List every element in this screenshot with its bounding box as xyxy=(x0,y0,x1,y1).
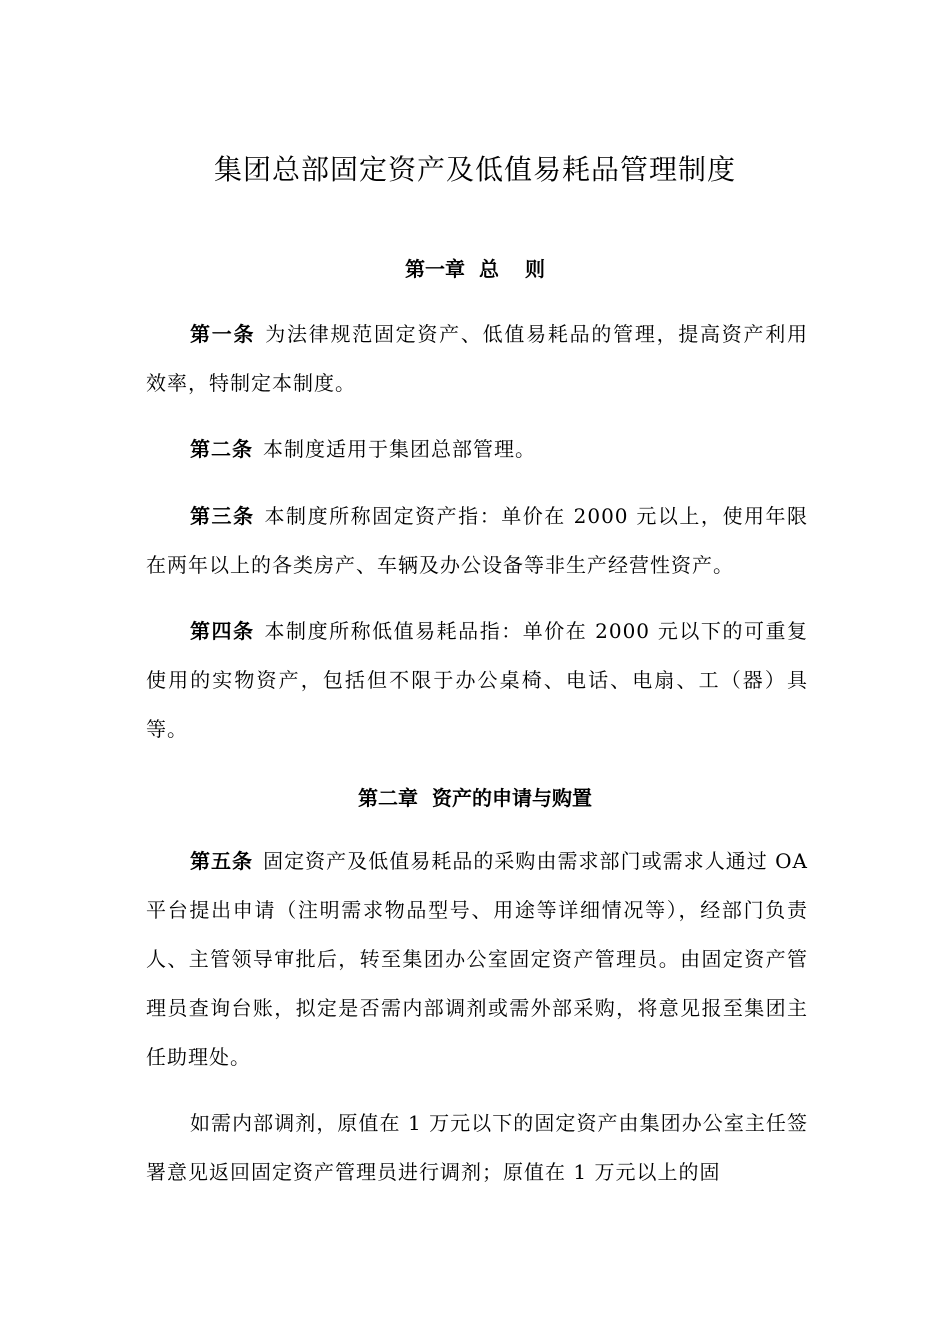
article-text: 本制度所称低值易耗品指：单价在 2000 元以下的可重复使用的实物资产，包括但不限于办公桌椅、电话、电扇、工（器）具等。 xyxy=(146,619,808,741)
article-label: 第五条 xyxy=(190,849,254,873)
article-1 xyxy=(146,310,808,408)
article-text: 固定资产及低值易耗品的采购由需求部门或需求人通过 OA 平台提出申请（注明需求物品型号、用途等详细情况等），经部门负责人、主管领导审批后，转至集团办公室固定资产管理员。由固定资产管理员查询台账，拟定是否需内部调剂或需外部采购，将意见报至集团主任助理处。 xyxy=(146,849,809,1069)
paragraph-internal-transfer: 如需内部调剂，原值在 1 万元以下的固定资产由集团办公室主任签署意见返回固定资产管理员进行调剂；原值在 1 万元以上的固 xyxy=(146,1111,808,1184)
article-label: 第四条 xyxy=(190,619,255,643)
chapter-label: 第一章 xyxy=(405,257,465,281)
article-4 xyxy=(146,607,808,754)
article-label: 第三条 xyxy=(190,504,255,528)
article-2 xyxy=(146,425,808,474)
chapter-heading-2 xyxy=(0,783,950,813)
chapter-name-part1: 总 xyxy=(479,257,499,281)
article-5 xyxy=(146,837,808,1082)
article-text: 本制度所称固定资产指：单价在 2000 元以上，使用年限在两年以上的各类房产、车辆及办公设备等非生产经营性资产。 xyxy=(146,504,808,577)
article-label: 第二条 xyxy=(190,437,253,461)
chapter-name: 资产的申请与购置 xyxy=(432,786,592,810)
article-3 xyxy=(146,492,808,590)
chapter-heading-1 xyxy=(0,254,950,284)
article-text: 本制度适用于集团总部管理。 xyxy=(263,437,536,461)
chapter-name-part2: 则 xyxy=(525,257,545,281)
document-title: 集团总部固定资产及低值易耗品管理制度 xyxy=(213,153,736,186)
article-label: 第一条 xyxy=(190,322,256,346)
article-text: 为法律规范固定资产、低值易耗品的管理，提高资产利用效率，特制定本制度。 xyxy=(146,322,809,395)
chapter-label: 第二章 xyxy=(358,786,418,810)
